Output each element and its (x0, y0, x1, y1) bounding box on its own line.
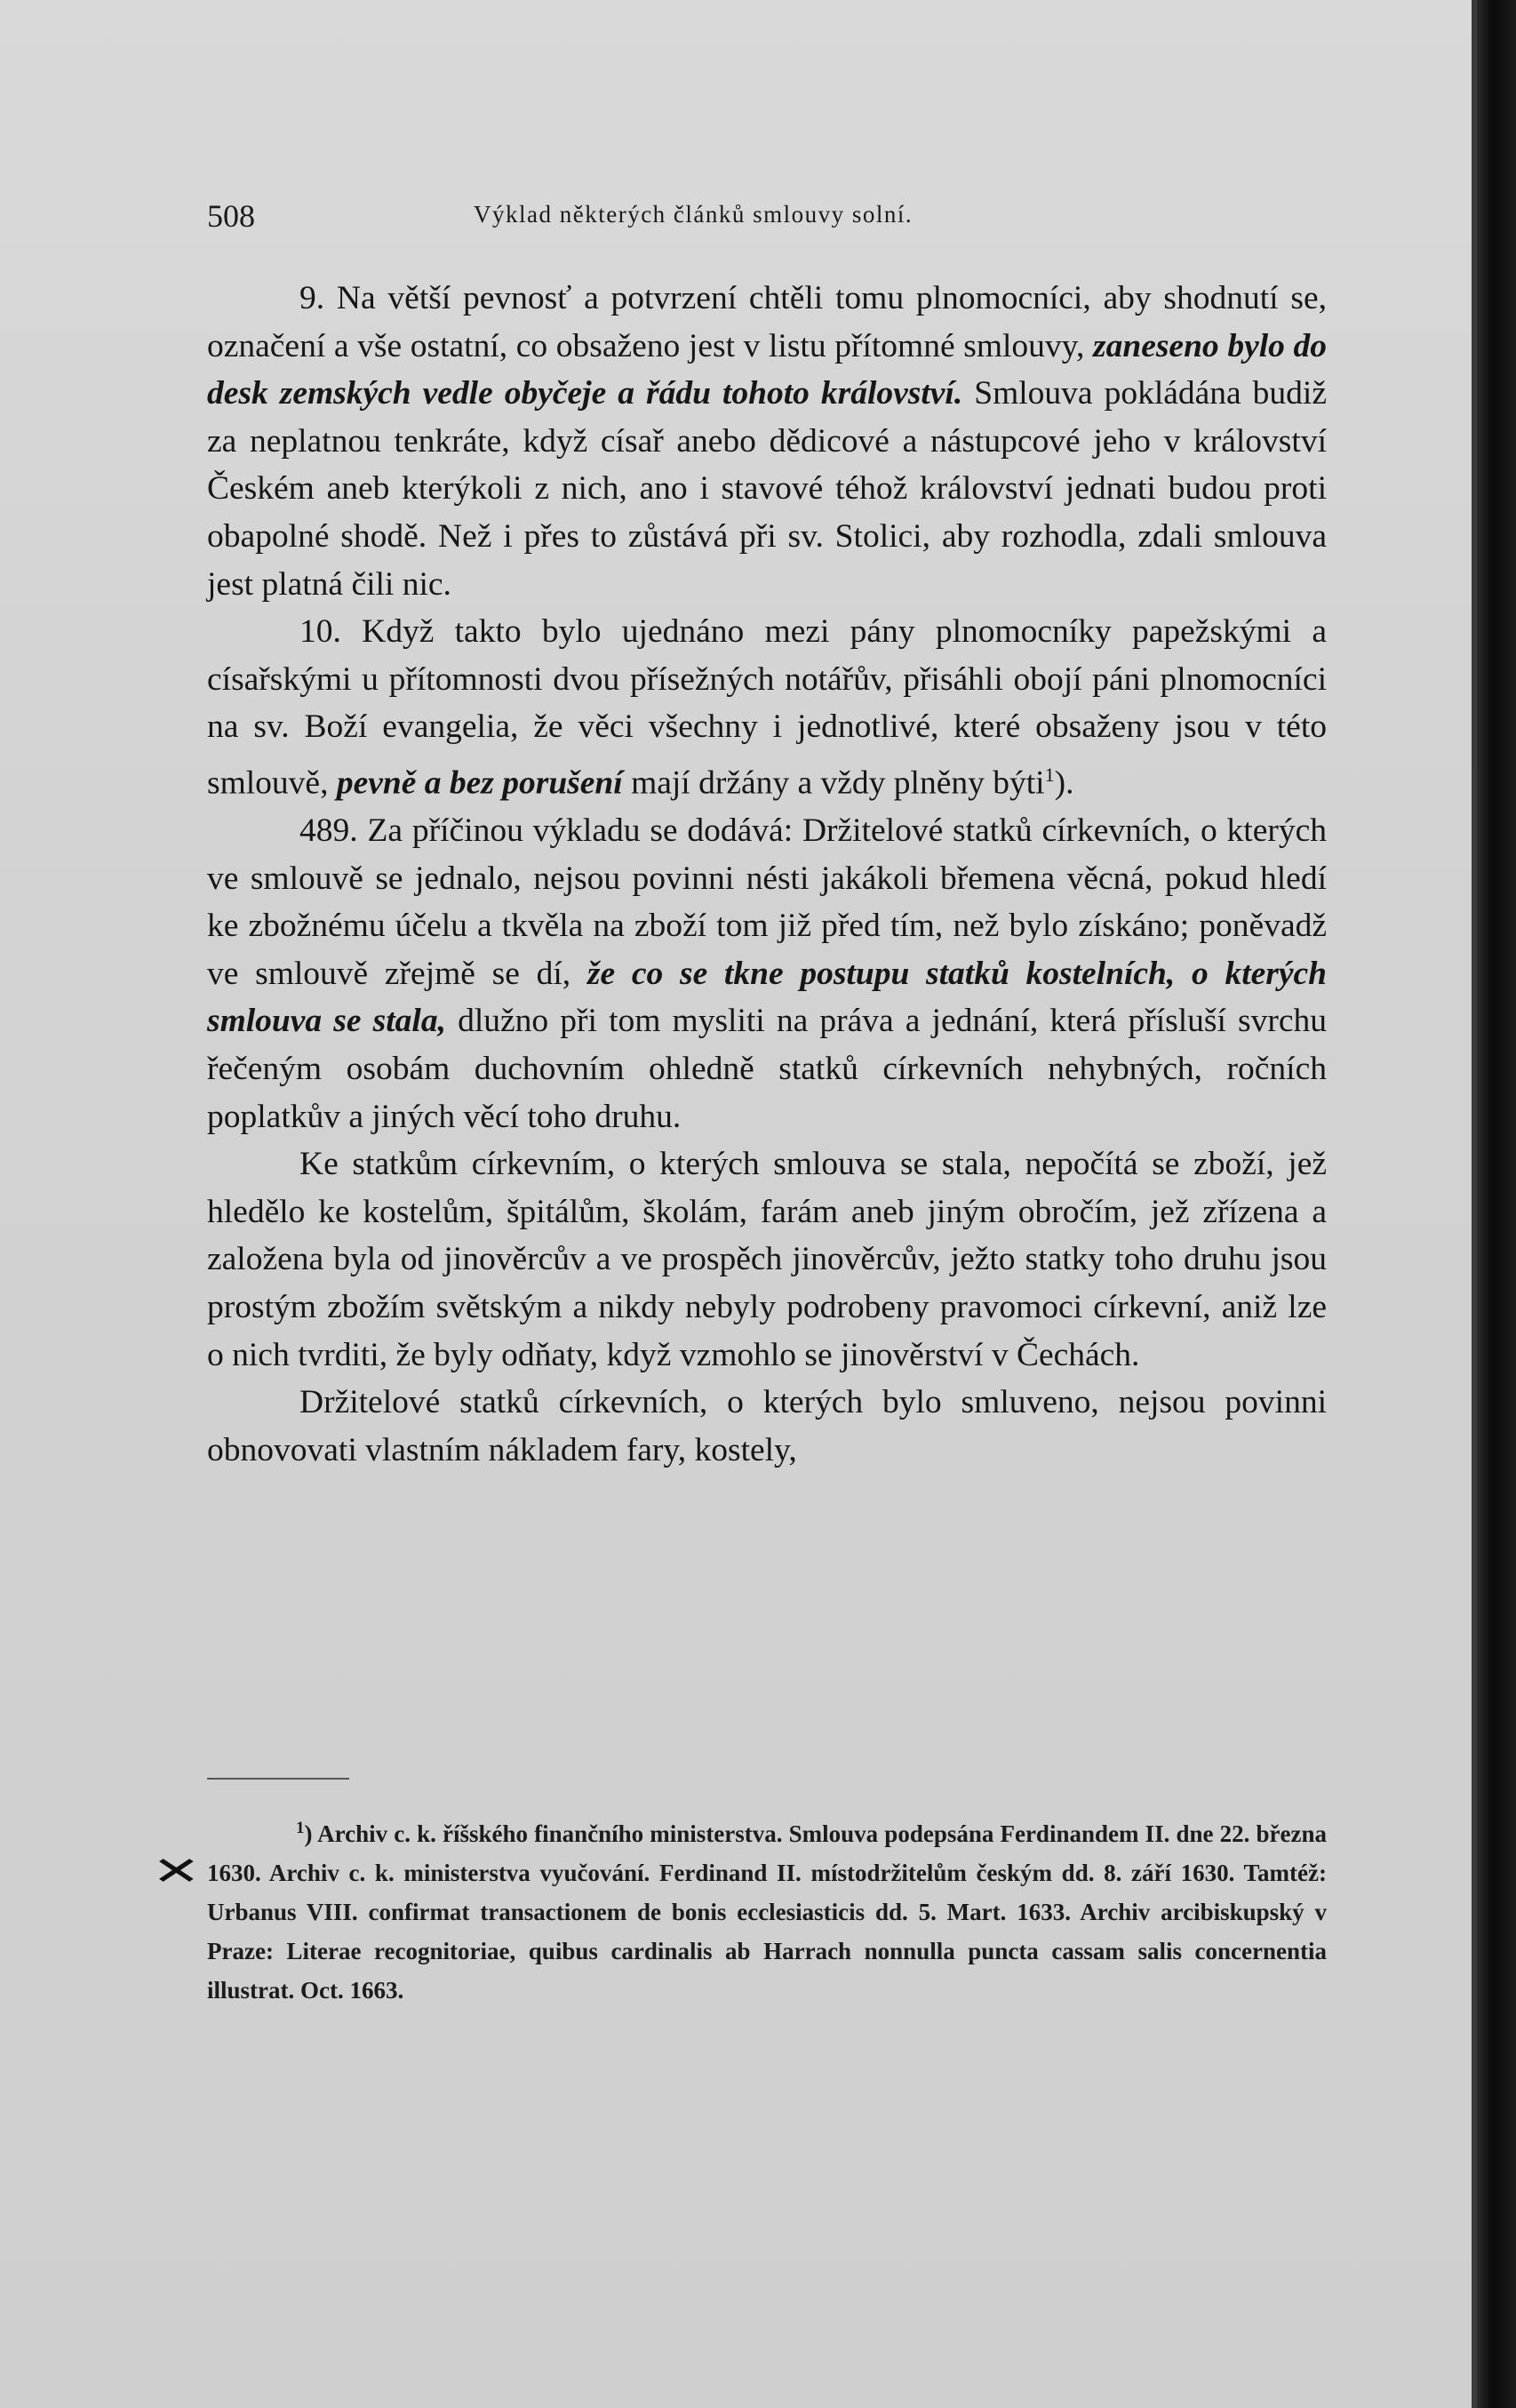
footnote-mark: 1 (296, 1819, 305, 1837)
paragraph-text: 9. Na větší pevnosť a potvrzení chtěli tomu plnomocníci, aby shodnutí se, označení a vše ostatní, co obsaženo jest v listu přítomné smlouvy, (207, 280, 1327, 364)
paragraph (207, 807, 1327, 1140)
body-text (207, 275, 1327, 1474)
paragraph (207, 275, 1327, 608)
scan-border (1477, 0, 1516, 2408)
paragraph-text: ). (1054, 764, 1074, 802)
paragraph-text: 489. Za příčinou výkladu se dodává: Držitelové statků církevních, o kterých ve smlouvě se jednalo, nejsou povinni nésti jakákoli břemena věcná, pokud hledí ke zbožnému účelu a tkvěla na zboží tom již před tím, než bylo získáno; poněvadž ve smlouvě zřejmě se dí, (207, 812, 1327, 992)
footnote (207, 1809, 1327, 2010)
emphasized-text: zaneseno bylo do desk zemských vedle obyčeje a řádu tohoto království. (207, 327, 1328, 412)
paragraph-text: 10. Když takto bylo ujednáno mezi pány plnomocníky papežskými a císařskými u přítomnosti dvou přísežných notářův, přisáhli obojí páni plnomocníci na sv. Boží evangelia, že věci všechny i jednotlivé, které obsaženy jsou v této smlouvě, (207, 613, 1327, 802)
emphasized-text: pevně a bez porušení (336, 764, 623, 802)
footnote-divider (207, 1778, 349, 1780)
page-header (207, 197, 1327, 242)
handwritten-cross-mark: ✕ (151, 1849, 202, 1894)
running-title: Výklad některých článků smlouvy solní. (474, 201, 914, 228)
footnote-text: ) Archiv c. k. říšského finančního ministerstva. Smlouva podepsána Ferdinandem II. dne 22. března 1630. Archiv c. k. ministerstva vyučování. Ferdinand II. místodržitelům českým dd. 8. září 1630. Tamtéž: Urbanus VIII. confirmat transactionem de bonis ecclesiasticis dd. 5. Mart. 1633. Archiv arcibiskupský v Praze: Literae recognitoriae, quibus cardinalis ab Harrach nonnulla puncta cassam salis concernentia illustrat. Oct. 1663. (207, 1820, 1327, 2004)
paragraph (207, 1140, 1327, 1379)
emphasized-text: že co se tkne postupu statků kostelních, o kterých smlouva se stala, (207, 955, 1328, 1040)
paragraph (207, 1379, 1327, 1474)
footnotes (207, 1809, 1327, 2010)
paragraph-text: Držitelové statků církevních, o kterých bylo smluveno, nejsou povinni obnovovati vlastním nákladem fary, kostely, (207, 1384, 1327, 1468)
paragraph-text: mají držány a vždy plněny býti (622, 764, 1045, 802)
paragraph-text: Smlouva pokládána budiž za neplatnou tenkráte, když císař anebo dědicové a nástupcové jeho v království Českém aneb kterýkoli z nich, ano i stavové téhož království jednati budou proti obapolné shodě. Než i přes to zůstává při sv. Stolici, aby rozhodla, zdali smlouva jest platná čili nic. (207, 375, 1327, 603)
paragraph (207, 608, 1327, 807)
paragraph-text: dlužno při tom mysliti na práva a jednání, která přísluší svrchu řečeným osobám duchovním ohledně statků církevních nehybných, ročních poplatkův a jiných věcí toho druhu. (207, 1003, 1327, 1135)
paragraph-text: Ke statkům církevním, o kterých smlouva se stala, nepočítá se zboží, jež hledělo ke kostelům, špitálům, školám, farám aneb jiným obročím, jež zřízena a založena byla od jinověrcův a ve prospěch jinověrcův, ježto statky toho druhu jsou prostým zbožím světským a nikdy nebyly podrobeny pravomoci církevní, aniž lze o nich tvrditi, že byly odňaty, když vzmohlo se jinověrství v Čechách. (207, 1146, 1327, 1373)
page-number: 508 (207, 198, 255, 234)
footnote-reference: 1 (1044, 763, 1055, 786)
